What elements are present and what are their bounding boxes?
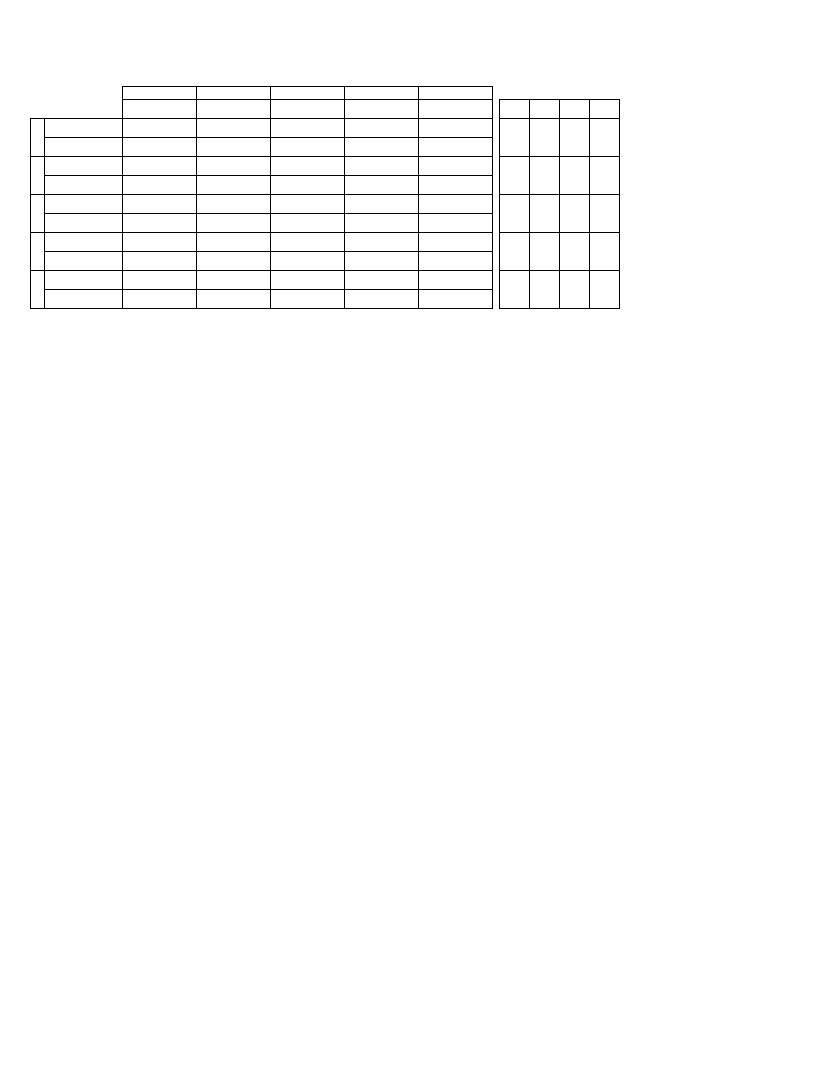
diagonal-cell [345, 252, 419, 271]
match-result-mark [197, 252, 271, 271]
team-stat [560, 119, 590, 157]
team-stat [590, 157, 620, 195]
corner [31, 87, 45, 100]
team-stat [530, 195, 560, 233]
match-score [271, 157, 345, 176]
stat-head [500, 100, 530, 119]
blank [590, 87, 620, 100]
blank [530, 87, 560, 100]
league-table [30, 86, 620, 309]
team-row [31, 195, 620, 214]
stat-head [530, 100, 560, 119]
team-stat [590, 195, 620, 233]
team-row [31, 157, 620, 176]
match-score [345, 271, 419, 290]
match-result-mark [123, 290, 197, 309]
stat-head [590, 100, 620, 119]
corner [45, 100, 123, 119]
match-score [123, 271, 197, 290]
league-header [30, 62, 642, 86]
team-stat [560, 233, 590, 271]
team-pref [45, 176, 123, 195]
team-row [31, 119, 620, 138]
match-score [197, 271, 271, 290]
team-pref [45, 290, 123, 309]
team-row [31, 271, 620, 290]
col-letter [345, 87, 419, 100]
match-result-mark [123, 252, 197, 271]
match-result-mark [419, 138, 493, 157]
match-score [123, 195, 197, 214]
match-result-mark [345, 290, 419, 309]
team-stat [500, 271, 530, 309]
gap [493, 100, 500, 119]
match-score [271, 233, 345, 252]
match-score [197, 195, 271, 214]
match-score [345, 157, 419, 176]
match-score [197, 119, 271, 138]
team-stat [560, 157, 590, 195]
match-result-mark [197, 290, 271, 309]
diagonal-cell [197, 157, 271, 176]
team-name [45, 157, 123, 176]
match-result-mark [271, 252, 345, 271]
col-letter [123, 87, 197, 100]
stat-head [560, 100, 590, 119]
team-stat [590, 271, 620, 309]
team-stat [530, 119, 560, 157]
col-letter [419, 87, 493, 100]
row-letter [31, 271, 45, 309]
diagonal-cell [123, 119, 197, 138]
match-result-mark [197, 138, 271, 157]
corner [31, 100, 45, 119]
team-stat [530, 233, 560, 271]
team-name [45, 271, 123, 290]
gap [493, 271, 500, 309]
diagonal-cell [123, 138, 197, 157]
match-score [123, 157, 197, 176]
match-score [419, 119, 493, 138]
col-letter [271, 87, 345, 100]
head-row [31, 100, 620, 119]
match-score [419, 233, 493, 252]
diagonal-cell [271, 214, 345, 233]
team-stat [560, 271, 590, 309]
col-team-head [271, 100, 345, 119]
team-name [45, 119, 123, 138]
gap [493, 233, 500, 271]
team-stat [500, 233, 530, 271]
match-result-mark [197, 214, 271, 233]
team-stat [530, 271, 560, 309]
match-result-mark [123, 214, 197, 233]
match-result-mark [123, 176, 197, 195]
diagonal-cell [419, 290, 493, 309]
match-result-mark [271, 138, 345, 157]
match-result-mark [345, 138, 419, 157]
diagonal-cell [345, 233, 419, 252]
match-score [419, 195, 493, 214]
match-result-mark [271, 290, 345, 309]
diagonal-cell [271, 195, 345, 214]
team-pref [45, 138, 123, 157]
gap [493, 157, 500, 195]
col-team-head [123, 100, 197, 119]
team-stat [500, 119, 530, 157]
col-letter [197, 87, 271, 100]
col-team-head [345, 100, 419, 119]
match-score [419, 157, 493, 176]
team-name [45, 233, 123, 252]
match-score [345, 119, 419, 138]
match-score [271, 271, 345, 290]
match-result-mark [345, 176, 419, 195]
diagonal-cell [197, 176, 271, 195]
team-stat [530, 157, 560, 195]
team-stat [500, 157, 530, 195]
team-pref [45, 214, 123, 233]
team-row [31, 233, 620, 252]
row-letter [31, 157, 45, 195]
col-team-head [419, 100, 493, 119]
blank [500, 87, 530, 100]
col-team-head [197, 100, 271, 119]
team-stat [560, 195, 590, 233]
match-score [123, 233, 197, 252]
blank [560, 87, 590, 100]
row-letter [31, 195, 45, 233]
team-stat [500, 195, 530, 233]
team-stat [590, 119, 620, 157]
league-block [30, 62, 642, 309]
team-pref [45, 252, 123, 271]
corner [45, 87, 123, 100]
match-result-mark [419, 176, 493, 195]
team-stat [590, 233, 620, 271]
gap [493, 119, 500, 157]
team-name [45, 195, 123, 214]
match-result-mark [419, 252, 493, 271]
match-score [345, 195, 419, 214]
gap [493, 195, 500, 233]
match-result-mark [345, 214, 419, 233]
diagonal-cell [419, 271, 493, 290]
row-letter [31, 119, 45, 157]
gap [493, 87, 500, 100]
row-letter [31, 233, 45, 271]
match-score [271, 119, 345, 138]
match-score [197, 233, 271, 252]
match-result-mark [271, 176, 345, 195]
letters-row [31, 87, 620, 100]
match-result-mark [419, 214, 493, 233]
